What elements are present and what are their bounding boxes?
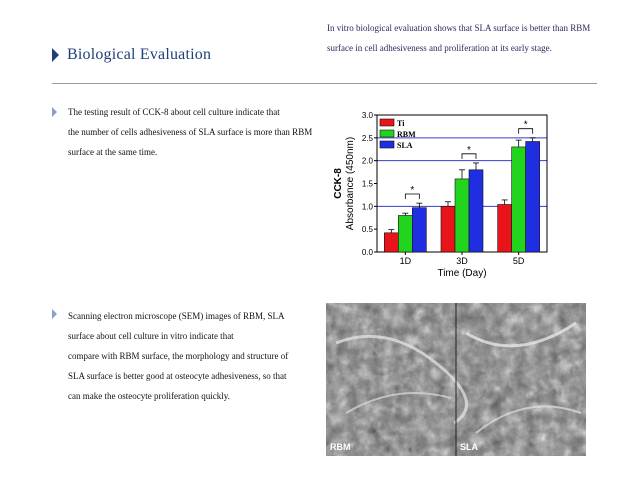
x-tick-label-5d: 5D — [512, 256, 525, 266]
title-arrow-icon — [52, 48, 59, 62]
significance-star-1d: * — [410, 185, 415, 197]
bar-rbm-5d — [512, 147, 526, 252]
para2-line-4: SLA surface is better good at osteocyte adhesiveness, so that — [68, 371, 287, 381]
y-axis-label-line-1: CCK-8 — [333, 168, 344, 199]
bar-sla-3d — [469, 170, 483, 252]
para2-line-5: can make the osteocyte proliferation quickly. — [68, 391, 230, 401]
bar-sla-1d — [412, 208, 426, 252]
top-note-line-2: surface in cell adhesiveness and proliferation at its early stage. — [327, 43, 552, 53]
y-axis-label-line-2: Absorbance (450nm) — [345, 136, 356, 231]
sem-paragraph — [68, 306, 318, 406]
x-axis-label: Time (Day) — [437, 268, 487, 279]
sem-label-sla: SLA — [460, 442, 478, 452]
para1-line-1: The testing result of CCK-8 about cell culture indicate that — [68, 107, 280, 117]
bullet-icon — [52, 107, 57, 117]
para2-line-1: Scanning electron microscope (SEM) images of RBM, SLA — [68, 311, 285, 321]
bar-rbm-3d — [455, 179, 469, 252]
legend-swatch-rbm — [380, 130, 394, 137]
bullet-icon — [52, 309, 57, 319]
legend-label-ti: Ti — [397, 119, 405, 128]
legend-swatch-sla — [380, 141, 394, 148]
sem-texture — [326, 303, 586, 456]
para2-line-3: compare with RBM surface, the morphology and structure of — [68, 351, 289, 361]
significance-star-3d: * — [467, 144, 471, 156]
y-tick-label-5: 2.5 — [361, 133, 373, 143]
y-tick-label-3: 1.5 — [361, 179, 373, 189]
section-header — [52, 46, 211, 64]
legend-label-sla: SLA — [397, 141, 413, 150]
y-tick-label-6: 3.0 — [361, 111, 373, 120]
top-note — [327, 18, 607, 58]
bar-rbm-1d — [398, 215, 412, 252]
bar-sla-5d — [526, 141, 540, 252]
legend-label-rbm: RBM — [397, 130, 416, 139]
header-divider — [52, 83, 597, 84]
bar-ti-5d — [498, 205, 512, 252]
y-tick-label-2: 1.0 — [361, 202, 373, 212]
y-tick-label-1: 0.5 — [361, 225, 373, 235]
legend-swatch-ti — [380, 119, 394, 126]
sem-label-rbm: RBM — [330, 442, 351, 452]
para1-line-2: the number of cells adhesiveness of SLA surface is more than RBM — [68, 127, 313, 137]
y-tick-label-4: 2.0 — [361, 156, 373, 166]
section-title: Biological Evaluation — [67, 46, 212, 63]
sem-micrograph — [326, 303, 586, 456]
top-note-line-1: In vitro biological evaluation shows that SLA surface is better than RBM — [327, 23, 591, 33]
x-tick-label-1d: 1D — [399, 256, 412, 266]
cck8-bar-chart — [330, 107, 560, 287]
para1-line-3: surface at the same time. — [68, 147, 158, 157]
significance-star-5d: * — [523, 119, 528, 131]
x-tick-label-3d: 3D — [456, 256, 468, 266]
bar-ti-3d — [441, 206, 455, 252]
bar-ti-1d — [384, 233, 398, 252]
cck8-paragraph — [68, 102, 318, 162]
para2-line-2: surface about cell culture in vitro indicate that — [68, 331, 234, 341]
y-tick-label-0: 0.0 — [361, 248, 373, 257]
